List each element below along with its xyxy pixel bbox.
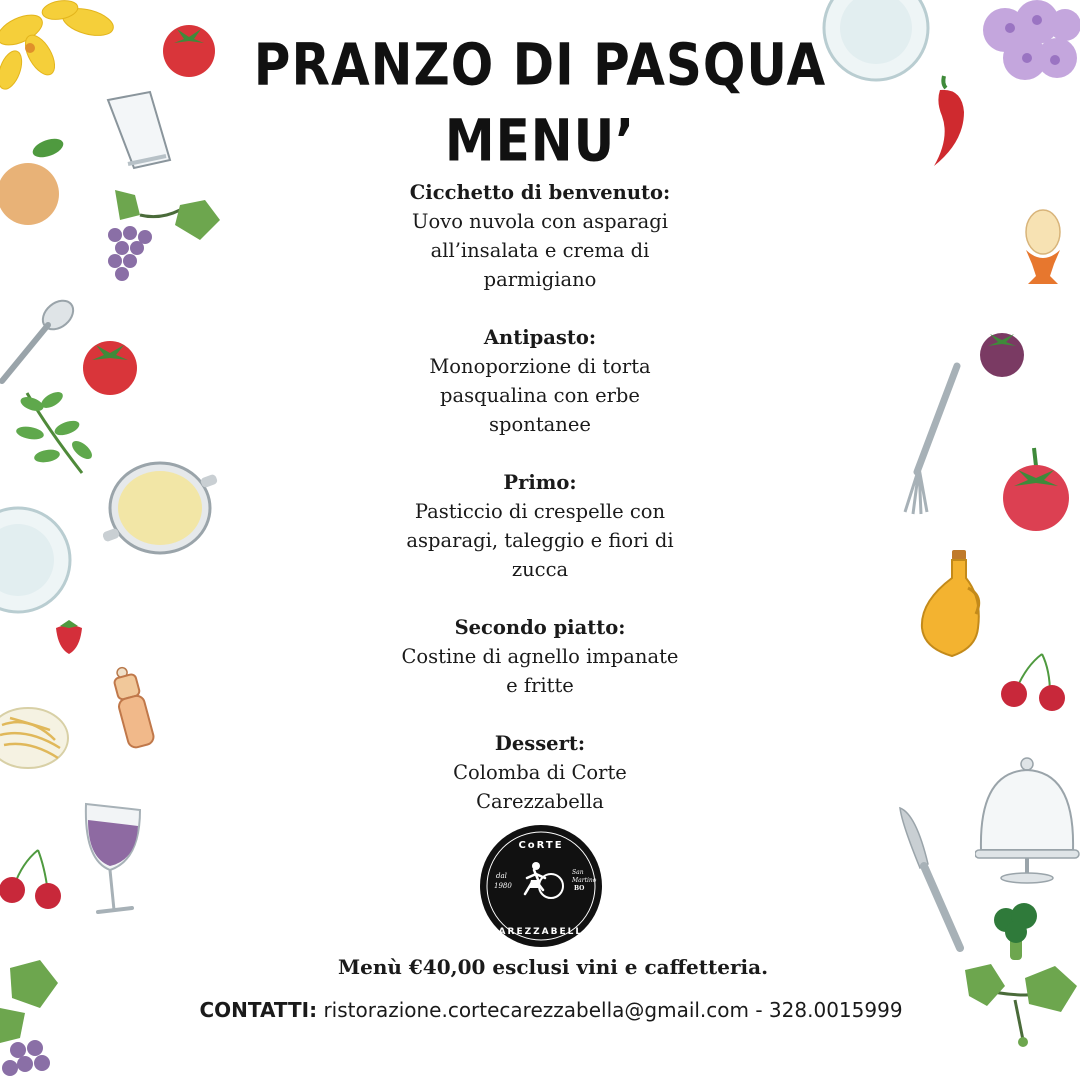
- course-description: Colomba di Corte Carezzabella: [453, 761, 627, 813]
- contacts-line: [0, 998, 1080, 1022]
- contacts-label: CONTATTI:: [199, 998, 318, 1022]
- course-description: Monoporzione di torta pasqualina con erbe spontanee: [429, 355, 651, 436]
- logo-top-text: CoRTE: [518, 840, 564, 851]
- tomato-icon: [1000, 446, 1072, 534]
- pasta-icon: [0, 700, 70, 772]
- menu-title-line-1: PRANZO DI PASQUA: [253, 31, 827, 99]
- cake-dome-icon: [975, 754, 1080, 884]
- course-heading: Secondo piatto:: [454, 616, 626, 639]
- fork-icon: [895, 362, 965, 520]
- course-description: Pasticcio di crespelle con asparagi, taleggio e fiori di zucca: [406, 500, 674, 581]
- contacts-value: ristorazione.cortecarezzabella@gmail.com - 328.0015999: [323, 998, 903, 1022]
- wine-glass-icon: [80, 800, 148, 918]
- corte-carezzabella-logo: [479, 824, 603, 948]
- logo-right-text-2: Martino: [572, 877, 597, 884]
- basil-icon: [12, 388, 92, 478]
- logo-right-text-3: BO: [574, 885, 585, 892]
- menu-price: Menù €40,00 esclusi vini e caffetteria.: [337, 955, 769, 979]
- pot-icon: [103, 458, 218, 558]
- logo-left-text: dal: [496, 872, 507, 880]
- grapes-icon: [100, 185, 225, 290]
- course-heading: Dessert:: [494, 732, 586, 755]
- broccoli-icon: [992, 900, 1040, 962]
- menu-title-line-2: MENU’: [444, 107, 636, 175]
- cherries-icon: [998, 652, 1070, 716]
- course-description: Costine di agnello impanate e fritte: [401, 645, 679, 697]
- logo-left-year: 1980: [494, 882, 512, 890]
- course-antipasto: [340, 323, 740, 439]
- egg-cup-icon: [1020, 206, 1066, 288]
- pepper-mill-icon: [108, 664, 166, 754]
- menu-course-list: [340, 178, 740, 845]
- cherries-icon: [0, 848, 68, 913]
- course-primo: [340, 468, 740, 584]
- course-dessert: [340, 729, 740, 816]
- oil-bottle-icon: [918, 548, 984, 660]
- plate-icon: [0, 505, 72, 615]
- plum-icon: [976, 324, 1028, 380]
- logo-right-text: San: [572, 869, 584, 876]
- course-heading: Primo:: [503, 471, 577, 494]
- course-heading: Antipasto:: [483, 326, 597, 349]
- course-welcome: [340, 178, 740, 294]
- spoon-icon: [0, 295, 80, 385]
- logo-bottom-text: CAREZZABELLA: [489, 927, 593, 937]
- course-secondo: [340, 613, 740, 700]
- knife-icon: [894, 804, 968, 954]
- course-heading: Cicchetto di benvenuto:: [409, 181, 671, 204]
- strawberry-icon: [52, 618, 86, 656]
- course-description: Uovo nuvola con asparagi all’insalata e crema di parmigiano: [412, 210, 668, 291]
